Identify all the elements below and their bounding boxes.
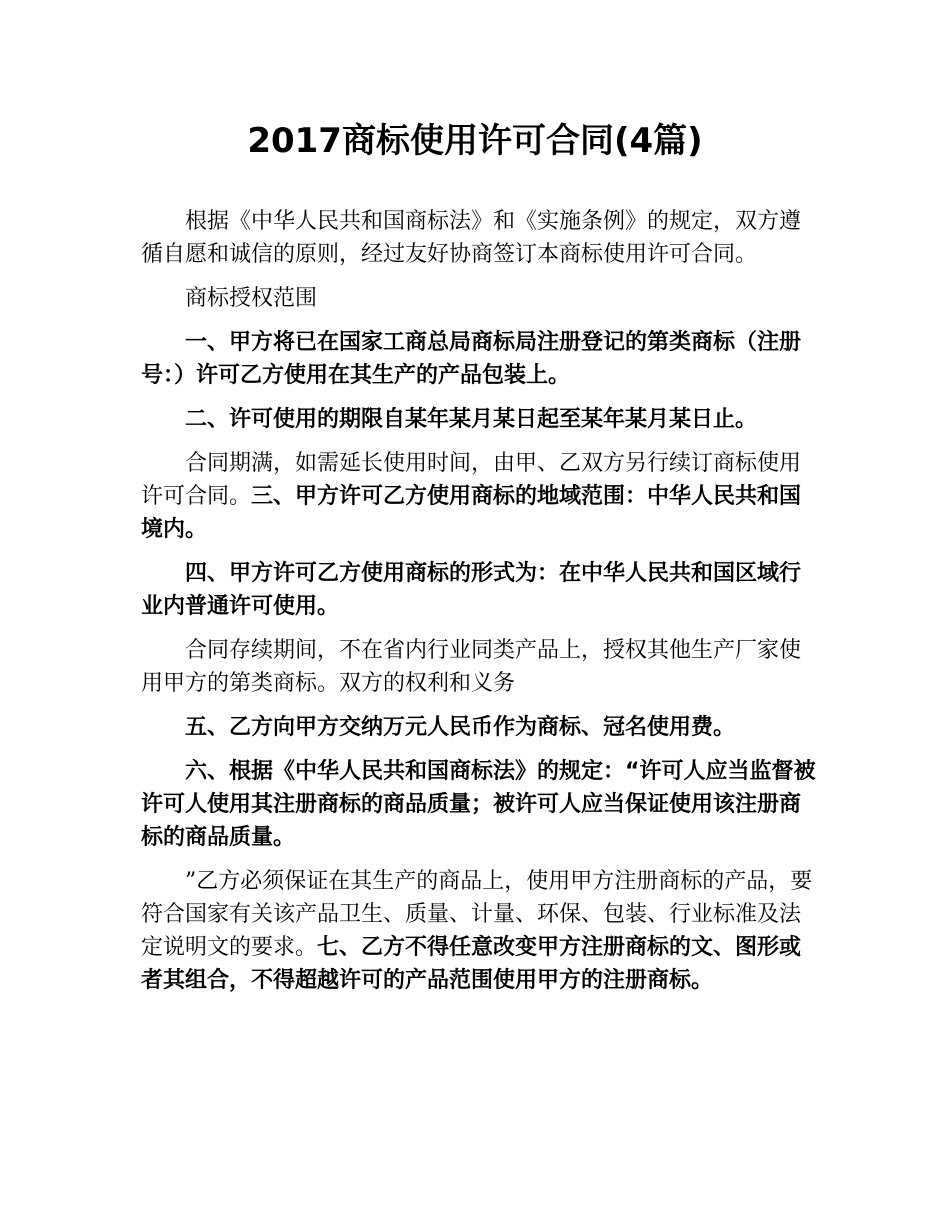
paragraph-text: 商标授权范围 bbox=[185, 286, 318, 311]
clause-text: 二、许可使用的期限自某年某月某日起至某年某月某日止。 bbox=[185, 407, 758, 432]
clause-text: 五、乙方向甲方交纳万元人民币作为商标、冠名使用费。 bbox=[185, 715, 736, 740]
section-heading-scope bbox=[141, 282, 821, 315]
paragraph-text: ”乙方必须保证在其生产的商品上，使用甲方注册商标的产品，要符合国家有关该产品卫生、质量、计量、环保、包装、行业标准及法定说明文的要求。 bbox=[141, 869, 813, 960]
clause-text: 三、甲方许可乙方使用商标的地域范围：中华人民共和国境内。 bbox=[141, 484, 802, 542]
paragraph-intro bbox=[141, 205, 821, 271]
clause-text: 一、甲方将已在国家工商总局商标局注册登记的第类商标（注册号：）许可乙方使用在其生产的产品包装上。 bbox=[141, 330, 802, 388]
clause-6 bbox=[141, 755, 821, 854]
paragraph-renewal-clause-3 bbox=[141, 447, 821, 546]
clause-text: 四、甲方许可乙方使用商标的形式为：在中华人民共和国区域行业内普通许可使用。 bbox=[141, 561, 802, 619]
paragraph-text: 合同存续期间，不在省内行业同类产品上，授权其他生产厂家使用甲方的第类商标。双方的权利和义务 bbox=[141, 638, 802, 696]
paragraph-quality-clause-7 bbox=[141, 865, 821, 997]
paragraph-text: 根据《中华人民共和国商标法》和《实施条例》的规定，双方遵循自愿和诚信的原则，经过友好协商签订本商标使用许可合同。 bbox=[141, 209, 802, 267]
clause-5 bbox=[141, 711, 821, 744]
clause-4 bbox=[141, 557, 821, 623]
clause-2 bbox=[141, 403, 821, 436]
clause-1 bbox=[141, 326, 821, 392]
document-title: 2017商标使用许可合同(4篇) bbox=[247, 121, 703, 161]
paragraph-text: 合同期满，如需延长使用时间，由甲、乙双方另行续订商标使用许可合同。 bbox=[141, 451, 802, 509]
document-body bbox=[141, 205, 821, 1008]
clause-text: 七、乙方不得任意改变甲方注册商标的文、图形或者其组合，不得超越许可的产品范围使用甲方的注册商标。 bbox=[141, 935, 802, 993]
paragraph-duration bbox=[141, 634, 821, 700]
clause-text: 六、根据《中华人民共和国商标法》的规定：“许可人应当监督被许可人使用其注册商标的商品质量；被许可人应当保证使用该注册商标的商品质量。 bbox=[141, 759, 816, 850]
